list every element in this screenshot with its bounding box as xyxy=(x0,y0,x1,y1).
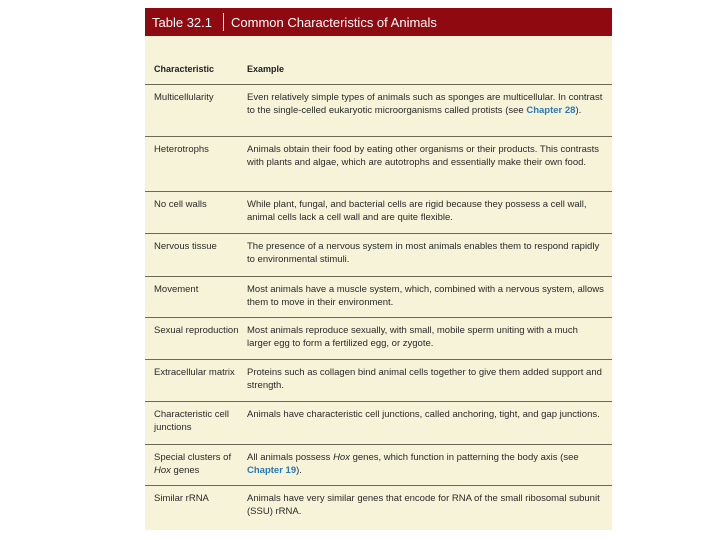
row-example: Animals have very similar genes that encode for RNA of the small ribosomal subunit (SSU) rRNA. xyxy=(247,493,600,517)
table-row xyxy=(145,234,612,277)
row-example: While plant, fungal, and bacterial cells are rigid because they possess a cell wall, animal cells lack a cell wall and are quite flexible. xyxy=(247,199,587,223)
table-row xyxy=(145,360,612,402)
table-row xyxy=(145,402,612,445)
row-example: The presence of a nervous system in most animals enables them to respond rapidly to environmental stimuli. xyxy=(247,241,600,265)
chapter-link[interactable]: Chapter 28 xyxy=(526,105,576,116)
table-row xyxy=(145,486,612,526)
chapter-link[interactable]: Chapter 19 xyxy=(247,465,297,476)
hox-italic: Hox xyxy=(154,465,171,476)
header-characteristic: Characteristic xyxy=(154,64,215,74)
row-characteristic: Multicellularity xyxy=(154,92,214,103)
hox-italic: Hox xyxy=(333,452,350,463)
example-text-end: ). xyxy=(296,465,302,476)
table-row xyxy=(145,85,612,137)
example-text: Even relatively simple types of animals such as sponges are multicellular. In contrast to the single-celled eukaryotic microorganisms called protists (see xyxy=(247,92,603,116)
row-characteristic: No cell walls xyxy=(154,199,207,210)
characteristic-text-end: genes xyxy=(170,465,200,476)
table-row xyxy=(145,277,612,318)
table-title-bar xyxy=(145,8,612,36)
row-characteristic xyxy=(145,451,247,485)
table-row xyxy=(145,445,612,486)
example-text: All animals possess xyxy=(247,452,334,463)
row-characteristic: Similar rRNA xyxy=(154,493,209,504)
example-text-end: ). xyxy=(575,105,582,116)
row-characteristic: Characteristic cell junctions xyxy=(154,409,229,433)
row-characteristic: Extracellular matrix xyxy=(154,367,235,378)
table-header-row xyxy=(145,64,612,85)
characteristic-text: Special clusters of xyxy=(154,452,232,463)
table-row xyxy=(145,318,612,360)
title-divider xyxy=(223,13,224,31)
row-example xyxy=(247,91,612,136)
table-row xyxy=(145,192,612,234)
table-row xyxy=(145,137,612,192)
row-characteristic: Heterotrophs xyxy=(154,144,209,155)
table-title: Common Characteristics of Animals xyxy=(231,14,437,30)
row-example: Most animals have a muscle system, which, combined with a nervous system, allows them to move in their environment. xyxy=(247,284,604,308)
table-number: Table 32.1 xyxy=(152,14,212,30)
row-characteristic: Movement xyxy=(154,284,199,295)
example-text-mid: genes, which function in patterning the body axis (see xyxy=(349,452,579,463)
row-example: Animals obtain their food by eating other organisms or their products. This contrasts with plants and algae, which are autotrophs and essentially make their own food. xyxy=(247,144,600,168)
characteristics-table xyxy=(145,8,612,530)
row-characteristic: Nervous tissue xyxy=(154,241,217,252)
header-example: Example xyxy=(247,64,285,74)
row-example: Most animals reproduce sexually, with small, mobile sperm uniting with a much larger egg to form a fertilized egg, or zygote. xyxy=(247,325,578,349)
row-example: Proteins such as collagen bind animal cells together to give them added support and strength. xyxy=(247,367,602,391)
row-example: Animals have characteristic cell junctions, called anchoring, tight, and gap junctions. xyxy=(247,409,600,420)
row-example xyxy=(247,451,612,485)
row-characteristic: Sexual reproduction xyxy=(154,325,239,336)
